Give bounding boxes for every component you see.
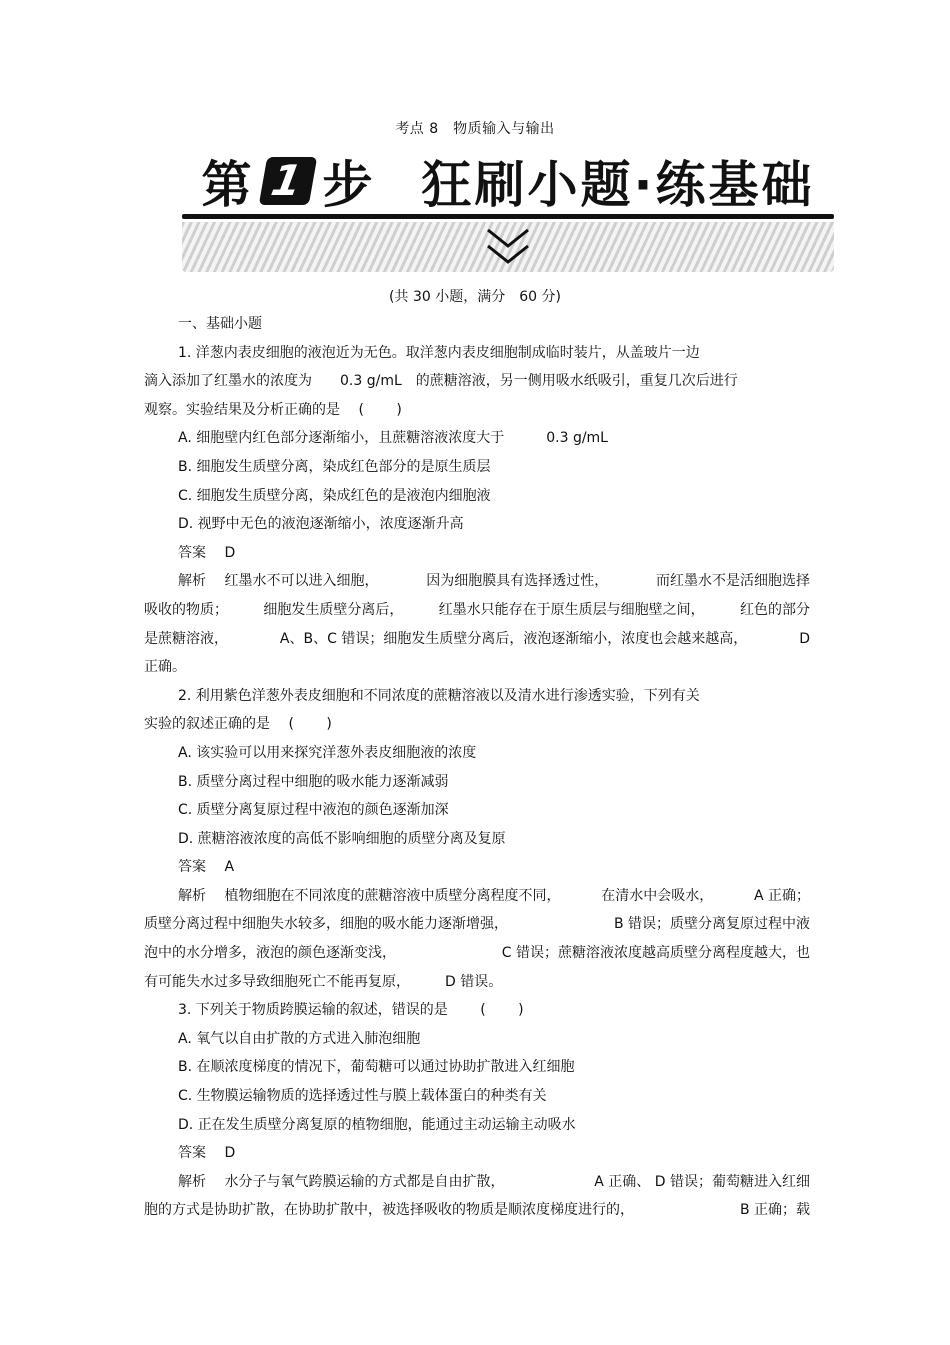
banner-rule: [182, 214, 834, 219]
q2-explanation-1: 解析 植物细胞在不同浓度的蔗糖溶液中质壁分离程度不同， 在清水中会吸水， A 正确；: [178, 887, 810, 904]
q1-option-a: A. 细胞壁内红色部分逐渐缩小，且蔗糖溶液浓度大于 0.3 g/mL: [178, 430, 608, 447]
q1-explanation-3: 是蔗糖溶液， A、B、C 错误；细胞发生质壁分离后，液泡逐渐缩小，浓度也会越来越高， D: [144, 630, 810, 647]
double-chevron-down-icon: [484, 226, 532, 268]
q1-stem-3: 观察。实验结果及分析正确的是 ( ): [144, 401, 402, 418]
topic-heading: 考点 8 物质输入与输出: [395, 121, 555, 137]
q1-stem-2: 滴入添加了红墨水的浓度为 0.3 g/mL 的蔗糖溶液，另一侧用吸水纸吸引，重复几次后进行: [144, 373, 738, 390]
q1-stem-1: 1. 洋葱内表皮细胞的液泡近为无色。取洋葱内表皮细胞制成临时装片，从盖玻片一边: [178, 344, 700, 361]
q1-option-d: D. 视野中无色的液泡逐渐缩小，浓度逐渐升高: [178, 516, 464, 533]
q1-explanation-2: 吸收的物质； 细胞发生质壁分离后， 红墨水只能存在于原生质层与细胞壁之间， 红色的部分: [144, 601, 810, 618]
q1-explanation-1: 解析 红墨水不可以进入细胞， 因为细胞膜具有选择透过性， 而红墨水不是活细胞选择: [178, 573, 810, 590]
q2-option-d: D. 蔗糖溶液浓度的高低不影响细胞的质壁分离及复原: [178, 830, 506, 847]
q2-explanation-4: 有可能失水过多导致细胞死亡不能再复原， D 错误。: [144, 973, 503, 990]
q2-option-a: A. 该实验可以用来探究洋葱外表皮细胞液的浓度: [178, 744, 477, 761]
banner-after: 步: [322, 156, 376, 214]
q2-option-c: C. 质壁分离复原过程中液泡的颜色逐渐加深: [178, 802, 449, 819]
banner-before: 第: [201, 156, 255, 214]
banner-number: 1: [258, 157, 316, 205]
q1-option-b: B. 细胞发生质壁分离，染成红色部分的是原生质层: [178, 458, 491, 475]
q3-answer: 答案 D: [178, 1145, 236, 1162]
q1-option-c: C. 细胞发生质壁分离，染成红色的是液泡内细胞液: [178, 487, 491, 504]
q3-explanation-1: 解析 水分子与氧气跨膜运输的方式都是自由扩散， A 正确、 D 错误；葡萄糖进入红细: [178, 1173, 810, 1190]
banner-subtitle: 狂刷小题·练基础: [421, 156, 815, 214]
banner-title: [182, 150, 834, 212]
q3-stem-1: 3. 下列关于物质跨膜运输的叙述，错误的是 ( ): [178, 1002, 524, 1019]
q1-answer: 答案 D: [178, 544, 236, 561]
q3-option-b: B. 在顺浓度梯度的情况下，葡萄糖可以通过协助扩散进入红细胞: [178, 1059, 575, 1076]
score-info: (共 30 小题，满分 60 分): [389, 289, 561, 305]
q2-option-b: B. 质壁分离过程中细胞的吸水能力逐渐减弱: [178, 773, 449, 790]
q3-option-a: A. 氧气以自由扩散的方式进入肺泡细胞: [178, 1030, 421, 1047]
q2-explanation-2: 质壁分离过程中细胞失水较多，细胞的吸水能力逐渐增强， B 错误；质壁分离复原过程中液: [144, 916, 810, 933]
q2-stem-1: 2. 利用紫色洋葱外表皮细胞和不同浓度的蔗糖溶液以及清水进行渗透实验，下列有关: [178, 687, 700, 704]
section-title: 一、基础小题: [178, 316, 262, 332]
q2-answer: 答案 A: [178, 859, 235, 876]
step-banner: [182, 148, 834, 273]
q3-explanation-2: 胞的方式是协助扩散，在协助扩散中，被选择吸收的物质是顺浓度梯度进行的， B 正确；载: [144, 1202, 810, 1219]
q3-option-c: C. 生物膜运输物质的选择透过性与膜上载体蛋白的种类有关: [178, 1088, 547, 1105]
q2-explanation-3: 泡中的水分增多，液泡的颜色逐渐变浅， C 错误；蔗糖溶液浓度越高质壁分离程度越大，也: [144, 945, 810, 962]
questions: [144, 310, 810, 1225]
q2-stem-2: 实验的叙述正确的是 ( ): [144, 716, 332, 733]
q3-option-d: D. 正在发生质壁分离复原的植物细胞，能通过主动运输主动吸水: [178, 1116, 576, 1133]
q1-explanation-4: 正确。: [144, 659, 186, 676]
